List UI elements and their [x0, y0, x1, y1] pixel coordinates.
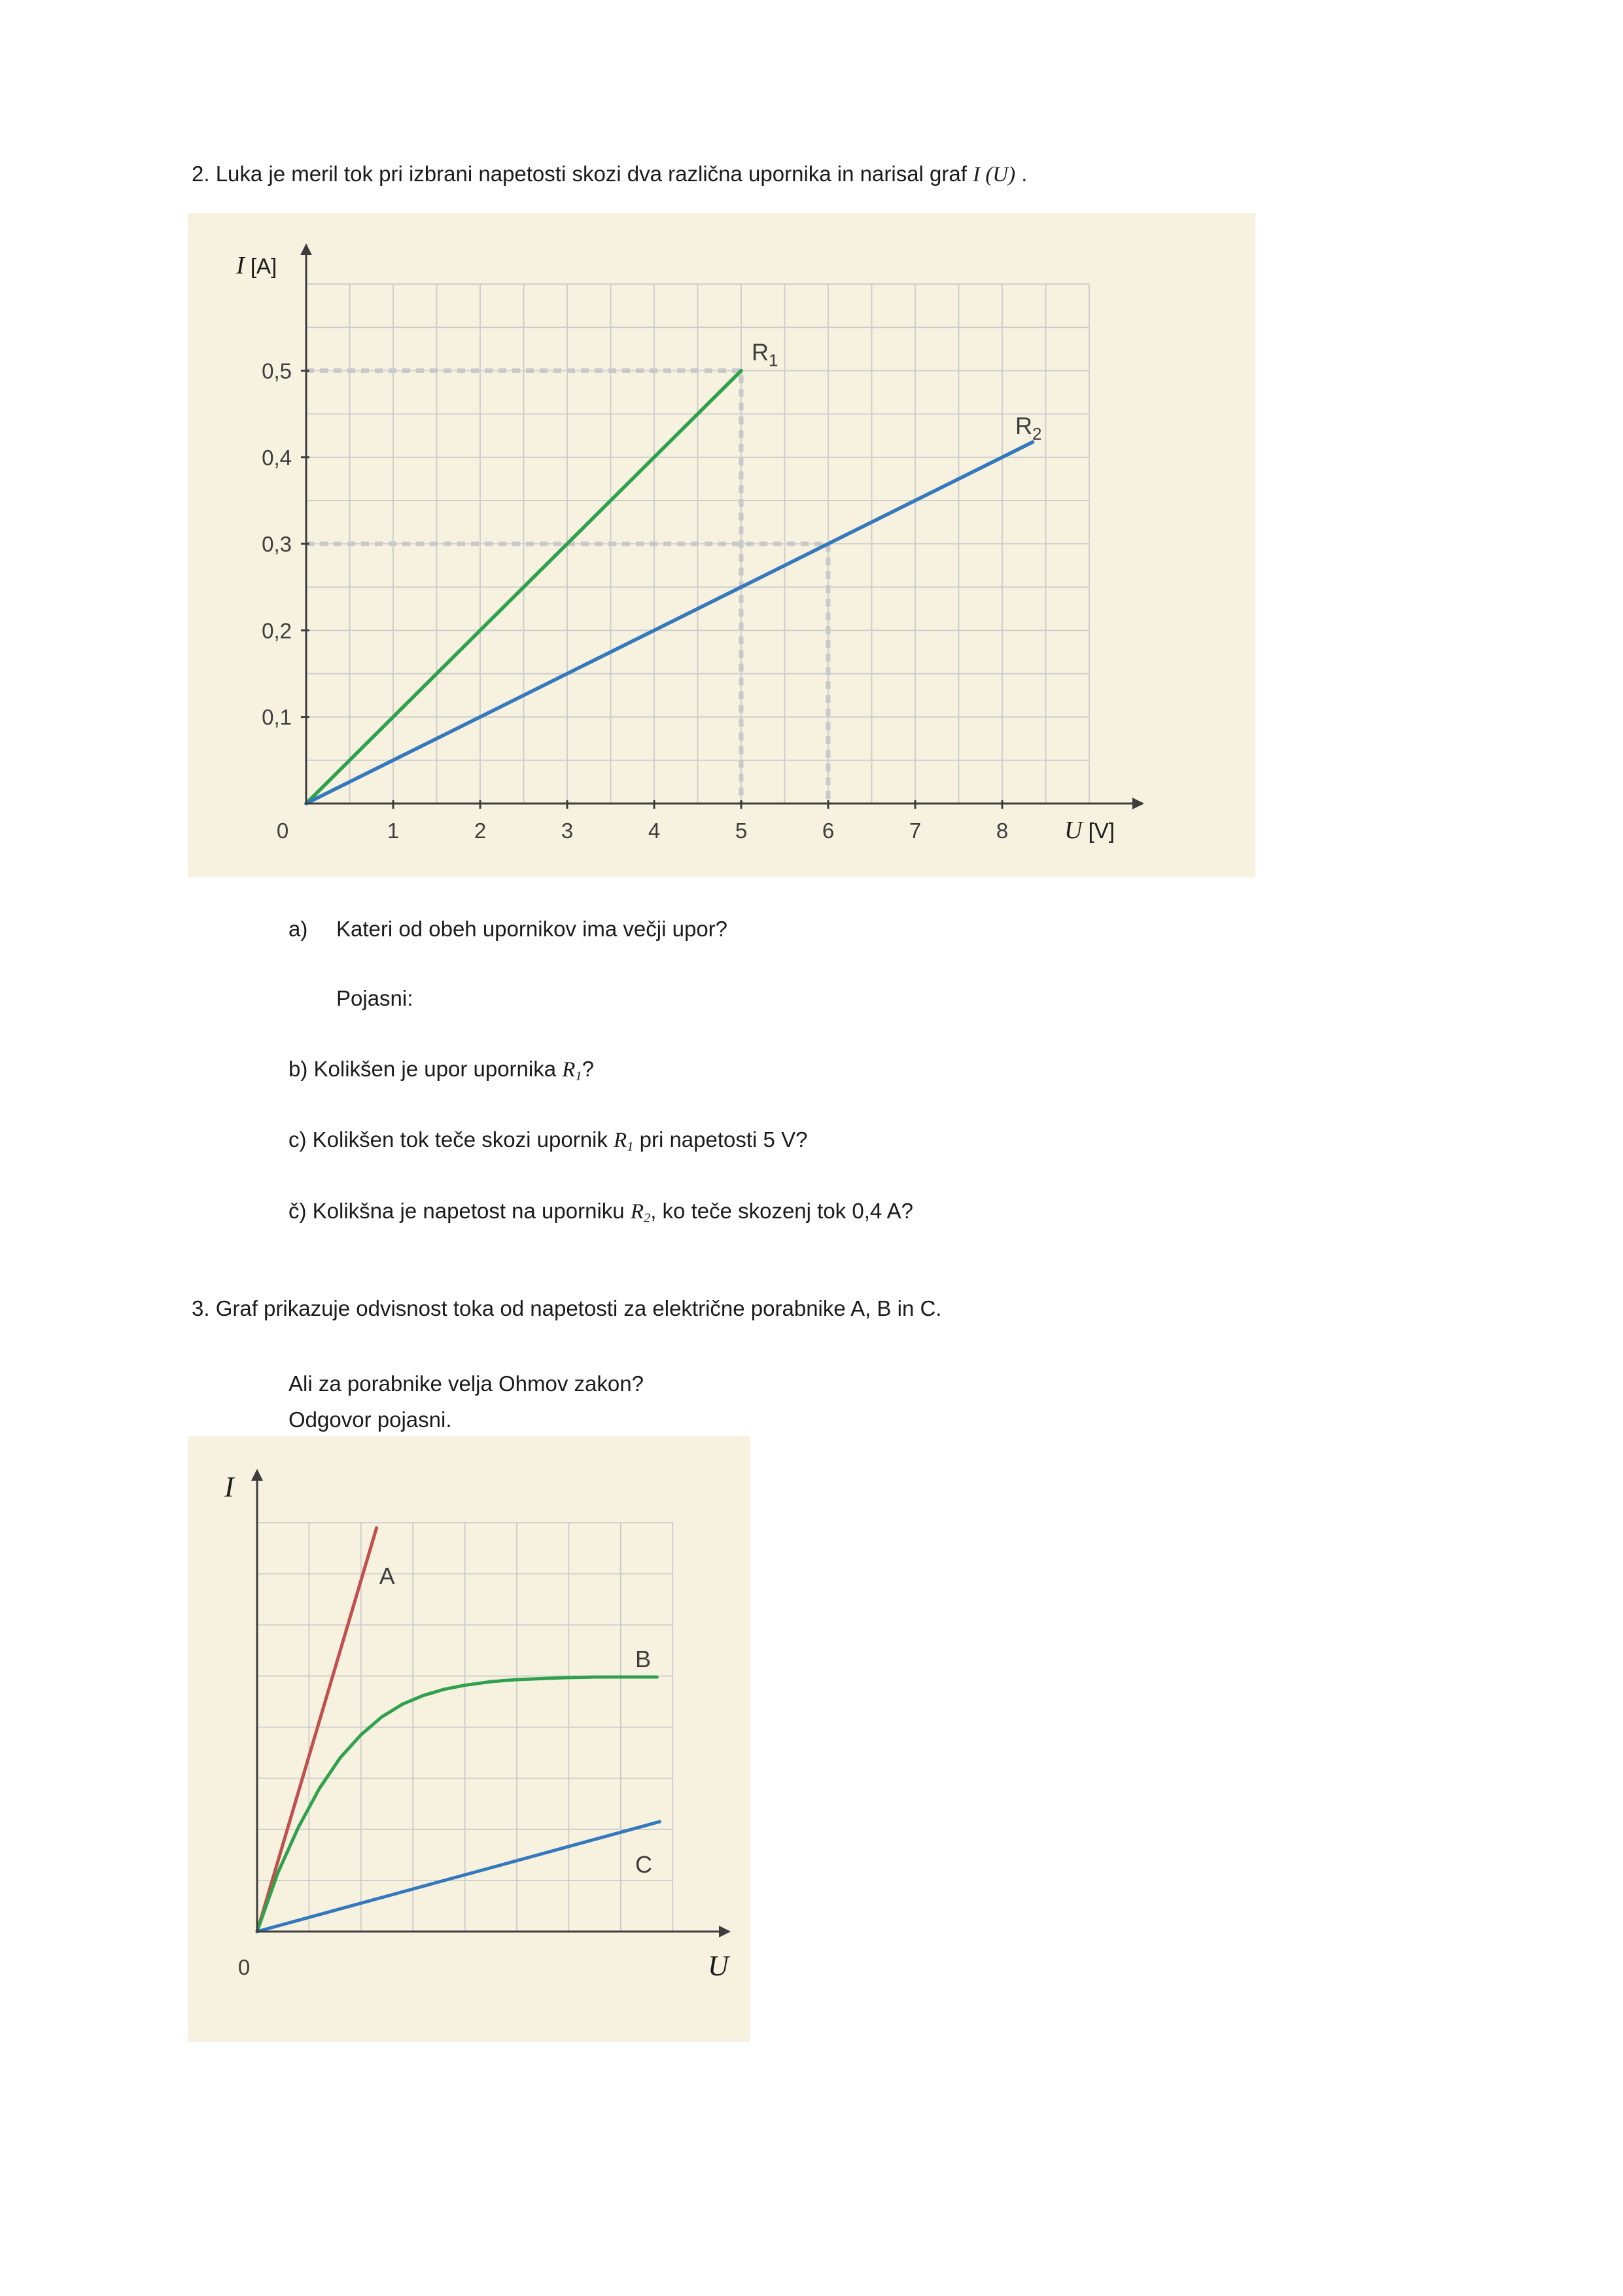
- question-2ch: [288, 1197, 913, 1227]
- question-2ch-prefix: č) Kolikšna je napetost na uporniku: [288, 1199, 631, 1223]
- pojasni-text: Pojasni:: [336, 986, 413, 1010]
- series-lines: [257, 1528, 659, 1932]
- question-2-period: .: [1015, 162, 1028, 186]
- question-2a-label: a): [288, 917, 308, 941]
- question-2a: [288, 915, 727, 944]
- series-label-B: B: [635, 1646, 652, 1673]
- series-line-C: [257, 1822, 659, 1932]
- chart-iu-appliances: [188, 1436, 750, 2042]
- question-2ch-subscript: 2: [643, 1210, 651, 1226]
- series-line-B: [257, 1677, 657, 1932]
- question-2ch-symbol: R: [630, 1200, 644, 1224]
- x-axis-arrow-icon: [1132, 798, 1144, 809]
- series-label-A: A: [379, 1562, 395, 1589]
- question-2b-prefix: b) Kolikšen je upor upornika: [288, 1057, 563, 1081]
- x-tick-label: 1: [387, 819, 400, 843]
- question-3-line3: [288, 1405, 451, 1434]
- y-axis-arrow-icon: [300, 243, 312, 255]
- question-3-ohm-question: Ali za porabnike velja Ohmov zakon?: [288, 1371, 644, 1396]
- question-2c-subscript: 1: [627, 1139, 634, 1154]
- y-tick-label: 0,5: [262, 359, 292, 383]
- question-2a-text: Kateri od obeh upornikov ima večji upor?: [336, 917, 728, 941]
- x-tick-label: 4: [648, 819, 661, 843]
- y-tick-label: 0,3: [262, 532, 292, 557]
- series-label-R2: $R_2$: [1015, 412, 1042, 444]
- series-line-R2: [306, 442, 1033, 804]
- x-tick-label: 5: [735, 819, 748, 843]
- y-tick-label: 0,1: [262, 705, 292, 730]
- question-2ch-suffix: , ko teče skozenj tok 0,4 A?: [650, 1199, 913, 1223]
- question-2-text: [192, 160, 1435, 190]
- x-tick-label: 6: [822, 819, 835, 843]
- x-tick-label: 3: [561, 819, 574, 843]
- chart-iu-appliances-svg: [188, 1436, 750, 2042]
- axes: [238, 1469, 731, 1979]
- origin-label: 0: [237, 1955, 251, 1979]
- series-lines: [306, 339, 1041, 804]
- chart-iu-resistors: [188, 213, 1255, 877]
- series-line-A: [257, 1528, 377, 1932]
- series-label-C: C: [635, 1851, 653, 1879]
- question-2c-prefix: c) Kolikšen tok teče skozi upornik: [288, 1127, 614, 1152]
- x-tick-label: 2: [474, 819, 487, 843]
- question-2-math-expression: I (U): [973, 163, 1016, 186]
- question-2-prefix: 2. Luka je meril tok pri izbrani napetosti skozi dva različna upornika in narisal graf: [192, 162, 973, 186]
- x-axis-label: U: [708, 1950, 729, 1982]
- x-tick-label: 7: [909, 819, 922, 843]
- x-axis-label: U [V]: [1064, 817, 1115, 844]
- question-2b-suffix: ?: [582, 1057, 594, 1081]
- question-2c-suffix: pri napetosti 5 V?: [633, 1127, 808, 1152]
- question-2b: [288, 1055, 594, 1086]
- question-2a-pojasni: [336, 984, 413, 1013]
- question-3-intro: 3. Graf prikazuje odvisnost toka od napetosti za električne porabnike A, B in C.: [192, 1296, 942, 1320]
- y-axis-label: I: [224, 1471, 234, 1503]
- origin-label: 0: [276, 819, 289, 843]
- x-tick-label: 8: [996, 819, 1009, 843]
- question-3-text: [192, 1294, 941, 1323]
- question-2c: [288, 1125, 807, 1156]
- question-2b-subscript: 1: [575, 1069, 582, 1084]
- y-tick-label: 0,4: [262, 445, 292, 470]
- grid-lines: [257, 1523, 672, 1932]
- y-tick-label: 0,2: [262, 618, 292, 643]
- x-axis-arrow-icon: [719, 1926, 731, 1937]
- question-2c-symbol: R: [614, 1129, 627, 1152]
- series-label-R1: $R_1$: [751, 338, 778, 370]
- y-axis-arrow-icon: [251, 1469, 263, 1481]
- question-3-explain: Odgovor pojasni.: [288, 1407, 452, 1432]
- y-axis-label: I [A]: [236, 252, 277, 279]
- chart-iu-resistors-svg: [188, 213, 1255, 877]
- question-3-line2: [288, 1369, 644, 1398]
- question-2b-symbol: R: [562, 1058, 576, 1082]
